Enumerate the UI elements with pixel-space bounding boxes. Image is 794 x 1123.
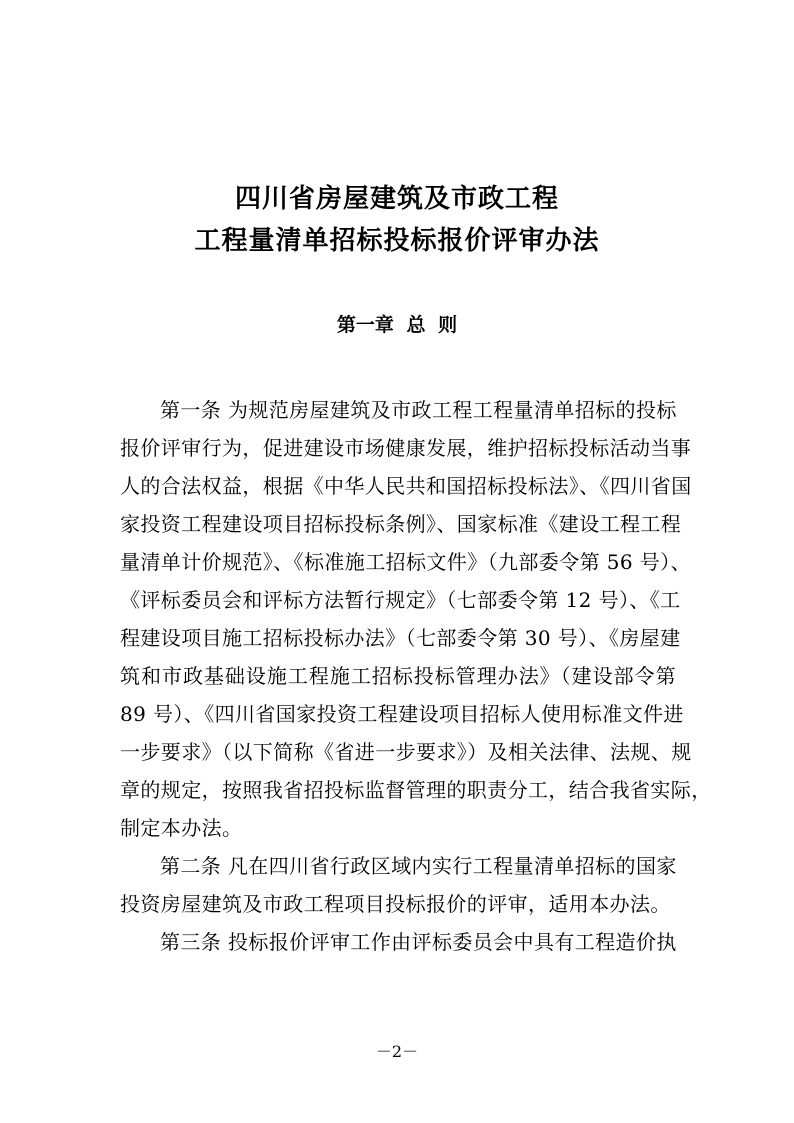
- article-1-line-3: 人的合法权益，根据《中华人民共和国招标投标法》、《四川省国: [120, 474, 692, 498]
- article-1-line-7: 程建设项目施工招标投标办法》（七部委令第 30 号）、《房屋建: [120, 626, 681, 650]
- document-title-line-2: 工程量清单招标投标报价评审办法: [194, 226, 600, 256]
- article-1-line-8: 筑和市政基础设施工程施工招标投标管理办法》（建设部令第: [120, 664, 676, 688]
- chapter-heading: 第一章 总 则: [336, 314, 458, 336]
- document-title-line-1: 四川省房屋建筑及市政工程: [234, 184, 559, 214]
- article-1-line-9: 89 号）、《四川省国家投资工程建设项目招标人使用标准文件进: [120, 702, 684, 726]
- article-1-line-6: 《评标委员会和评标方法暂行规定》（七部委令第 12 号）、《工: [120, 588, 681, 612]
- page-number: －2－: [375, 1042, 419, 1061]
- article-1-line-1: 第一条 为规范房屋建筑及市政工程工程量清单招标的投标: [160, 398, 677, 422]
- article-2-line-2: 投资房屋建筑及市政工程项目投标报价的评审，适用本办法。: [120, 892, 671, 916]
- article-1-line-5: 量清单计价规范》、《标准施工招标文件》（九部委令第 56 号）、: [120, 550, 691, 574]
- article-1-line-4: 家投资工程建设项目招标投标条例》、国家标准《建设工程工程: [120, 512, 682, 536]
- article-1-line-12: 制定本办法。: [120, 816, 243, 840]
- article-3-line-1: 第三条 投标报价评审工作由评标委员会中具有工程造价执: [160, 930, 677, 954]
- article-2-line-1: 第二条 凡在四川省行政区域内实行工程量清单招标的国家: [160, 854, 677, 878]
- article-1-line-2: 报价评审行为，促进建设市场健康发展，维护招标投标活动当事: [120, 436, 692, 460]
- article-1-line-10: 一步要求》（以下简称《省进一步要求》）及相关法律、法规、规: [120, 740, 692, 764]
- article-1-line-11: 章的规定，按照我省招投标监督管理的职责分工，结合我省实际，: [120, 778, 712, 802]
